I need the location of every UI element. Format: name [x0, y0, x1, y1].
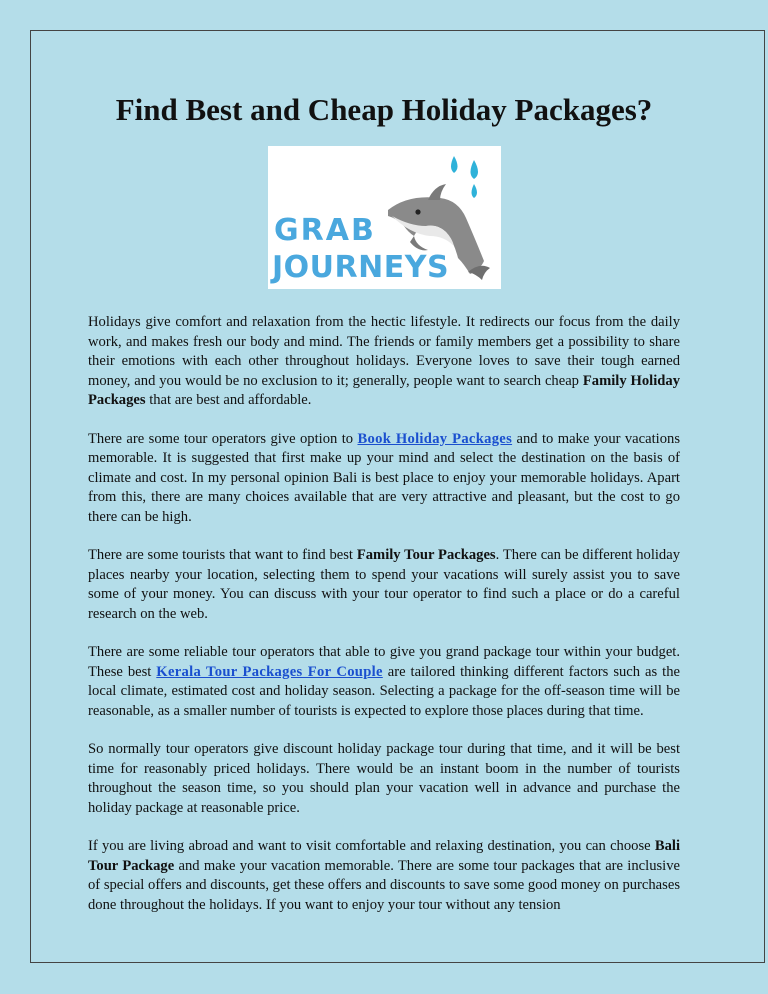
logo-text-line1: GRAB: [273, 213, 376, 248]
logo-text-line2: JOURNEYS: [271, 250, 449, 285]
paragraph-abroad: [88, 837, 680, 915]
paragraph-text: So normally tour operators give discount holiday package tour during that time, and it will be best time for reasonably priced holidays. There would be an instant boom in the number of tourists throughout the season time, so you should plan your vacation well in advance and purchase the holiday package at reasonable price.: [88, 741, 680, 816]
paragraph-text: and make your vacation memorable. There are some tour packages that are inclusive of special offers and discounts, get these offers and discounts to save some good money on purchases done throughout the holidays. If you want to enjoy your tour without any tension: [88, 857, 680, 913]
water-drop-icon: [451, 156, 458, 173]
paragraph-text: There are some tourists that want to find best: [88, 547, 357, 563]
paragraph-operators: [88, 430, 680, 528]
paragraph-text: that are best and affordable.: [145, 392, 312, 408]
book-holiday-packages-link[interactable]: Book Holiday Packages: [357, 430, 513, 447]
paragraph-intro: [88, 313, 680, 411]
grab-journeys-logo: [268, 146, 501, 289]
bold-phrase: Family Tour Packages: [356, 547, 496, 563]
paragraph-text: Holidays give comfort and relaxation from the hectic lifestyle. It redirects our focus from the daily work, and makes fresh our body and mind. The friends or family members get a possibility to share their emotions with each other throughout holidays. Everyone loves to save their tough earned money, and you would be no exclusion to it; generally, people want to search cheap: [88, 314, 680, 389]
water-drop-icon: [470, 160, 478, 179]
document-body: [88, 88, 680, 934]
logo-image: [268, 146, 501, 289]
paragraph-text: . There can be different holiday places nearby your location, selecting them to spend your vacations will surely assist you to save some of your money. You can discuss with your tour operator to find such a place or do a careful research on the web.: [88, 547, 681, 622]
bold-phrase: Family Holiday Packages: [88, 372, 680, 408]
kerala-tour-packages-link[interactable]: Kerala Tour Packages For Couple: [156, 663, 383, 680]
paragraph-text: and to make your vacations memorable. It is suggested that first make up your mind and select the destination on the basis of climate and cost. In my personal opinion Bali is best place to enjoy your memorable holidays. Apart from this, there are many choices available that are very attractive and pleasant, but the cost to go there can be high.: [88, 430, 680, 525]
paragraph-reliable-operators: [88, 643, 680, 721]
paragraph-text: There are some reliable tour operators that able to give you grand package tour within your budget. These best: [88, 644, 680, 680]
paragraph-family-tour: [88, 546, 680, 624]
paragraph-text: There are some tour operators give option to: [88, 430, 358, 447]
bold-phrase: Bali Tour Package: [88, 838, 680, 874]
document-title: Find Best and Cheap Holiday Packages?: [115, 92, 653, 127]
paragraph-text: are tailored thinking different factors such as the local climate, estimated cost and holiday season. Selecting a package for the off-season time will be reasonable, as a smaller number of tourists is expected to explore those places during that time.: [88, 663, 680, 719]
paragraph-text: If you are living abroad and want to visit comfortable and relaxing destination, you can choose: [88, 838, 655, 854]
water-drop-icon: [471, 184, 477, 198]
paragraph-discount: [88, 740, 680, 818]
